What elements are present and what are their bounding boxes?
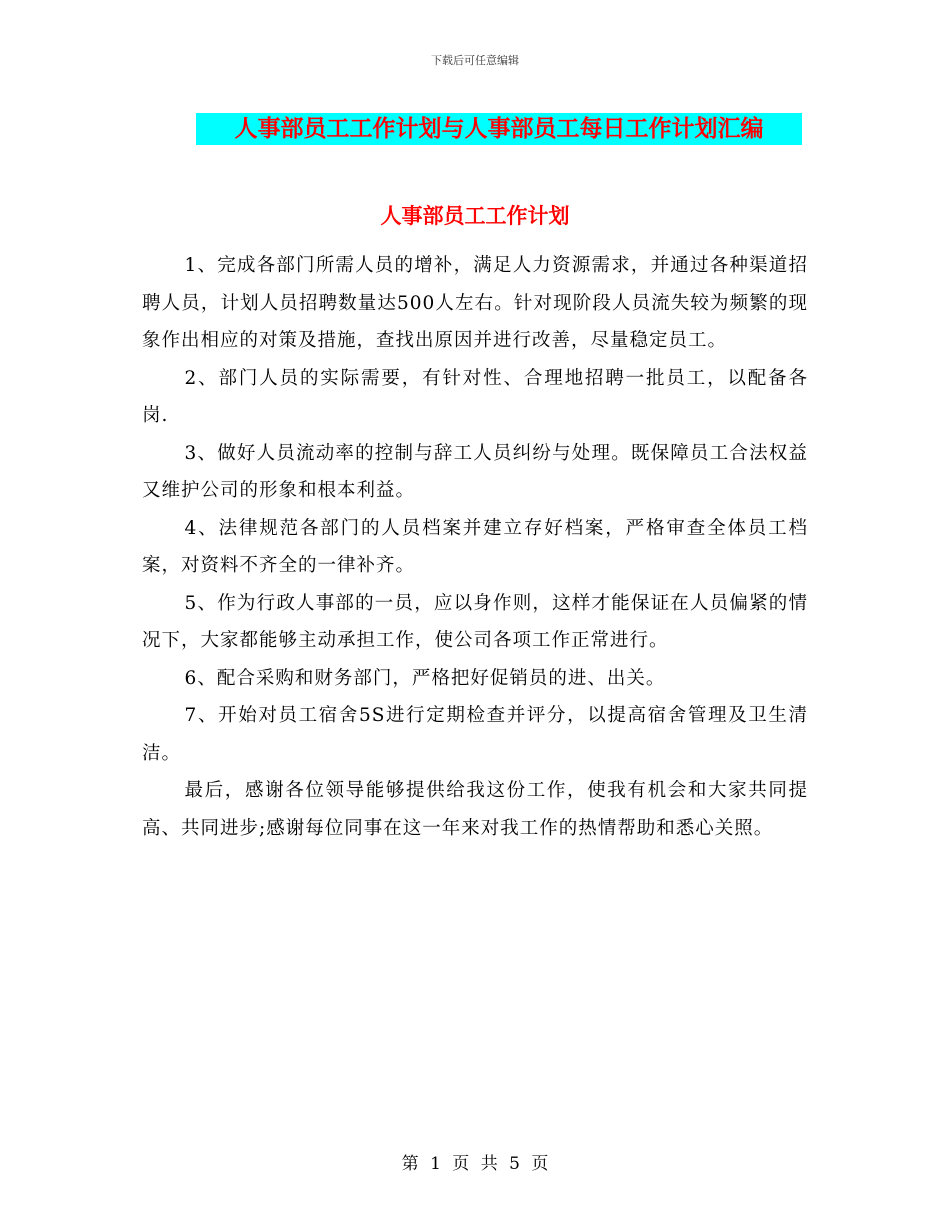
paragraph-6: 6、配合采购和财务部门，严格把好促销员的进、出关。 — [184, 667, 666, 689]
paragraph-2: 2、部门人员的实际需要，有针对性、合理地招聘一批员工，以配备各岗. — [142, 367, 808, 426]
paragraph-1: 1、完成各部门所需人员的增补，满足人力资源需求，并通过各种渠道招聘人员，计划人员招聘数量达500人左右。针对现阶段人员流失较为频繁的现象作出相应的对策及措施，查找出原因并进行改善，尽量稳定员工。 — [142, 255, 808, 351]
section-title: 人事部员工工作计划 — [380, 203, 570, 228]
download-note: 下载后可任意编辑 — [431, 54, 519, 67]
page-number-footer: 第 1 页 共 5 页 — [401, 1154, 549, 1174]
paragraph-4: 4、法律规范各部门的人员档案并建立存好档案，严格审查全体员工档案，对资料不齐全的一律补齐。 — [142, 517, 808, 576]
document-title: 人事部员工工作计划与人事部员工每日工作计划汇编 — [196, 113, 802, 145]
closing-paragraph: 最后，感谢各位领导能够提供给我这份工作，使我有机会和大家共同提高、共同进步;感谢每位同事在这一年来对我工作的热情帮助和悉心关照。 — [142, 780, 808, 839]
document-body — [142, 247, 808, 847]
paragraph-5: 5、作为行政人事部的一员，应以身作则，这样才能保证在人员偏紧的情况下，大家都能够主动承担工作，使公司各项工作正常进行。 — [142, 592, 808, 651]
paragraph-3: 3、做好人员流动率的控制与辞工人员纠纷与处理。既保障员工合法权益又维护公司的形象和根本利益。 — [142, 442, 808, 501]
paragraph-7: 7、开始对员工宿舍5S进行定期检查并评分，以提高宿舍管理及卫生清洁。 — [142, 705, 808, 764]
